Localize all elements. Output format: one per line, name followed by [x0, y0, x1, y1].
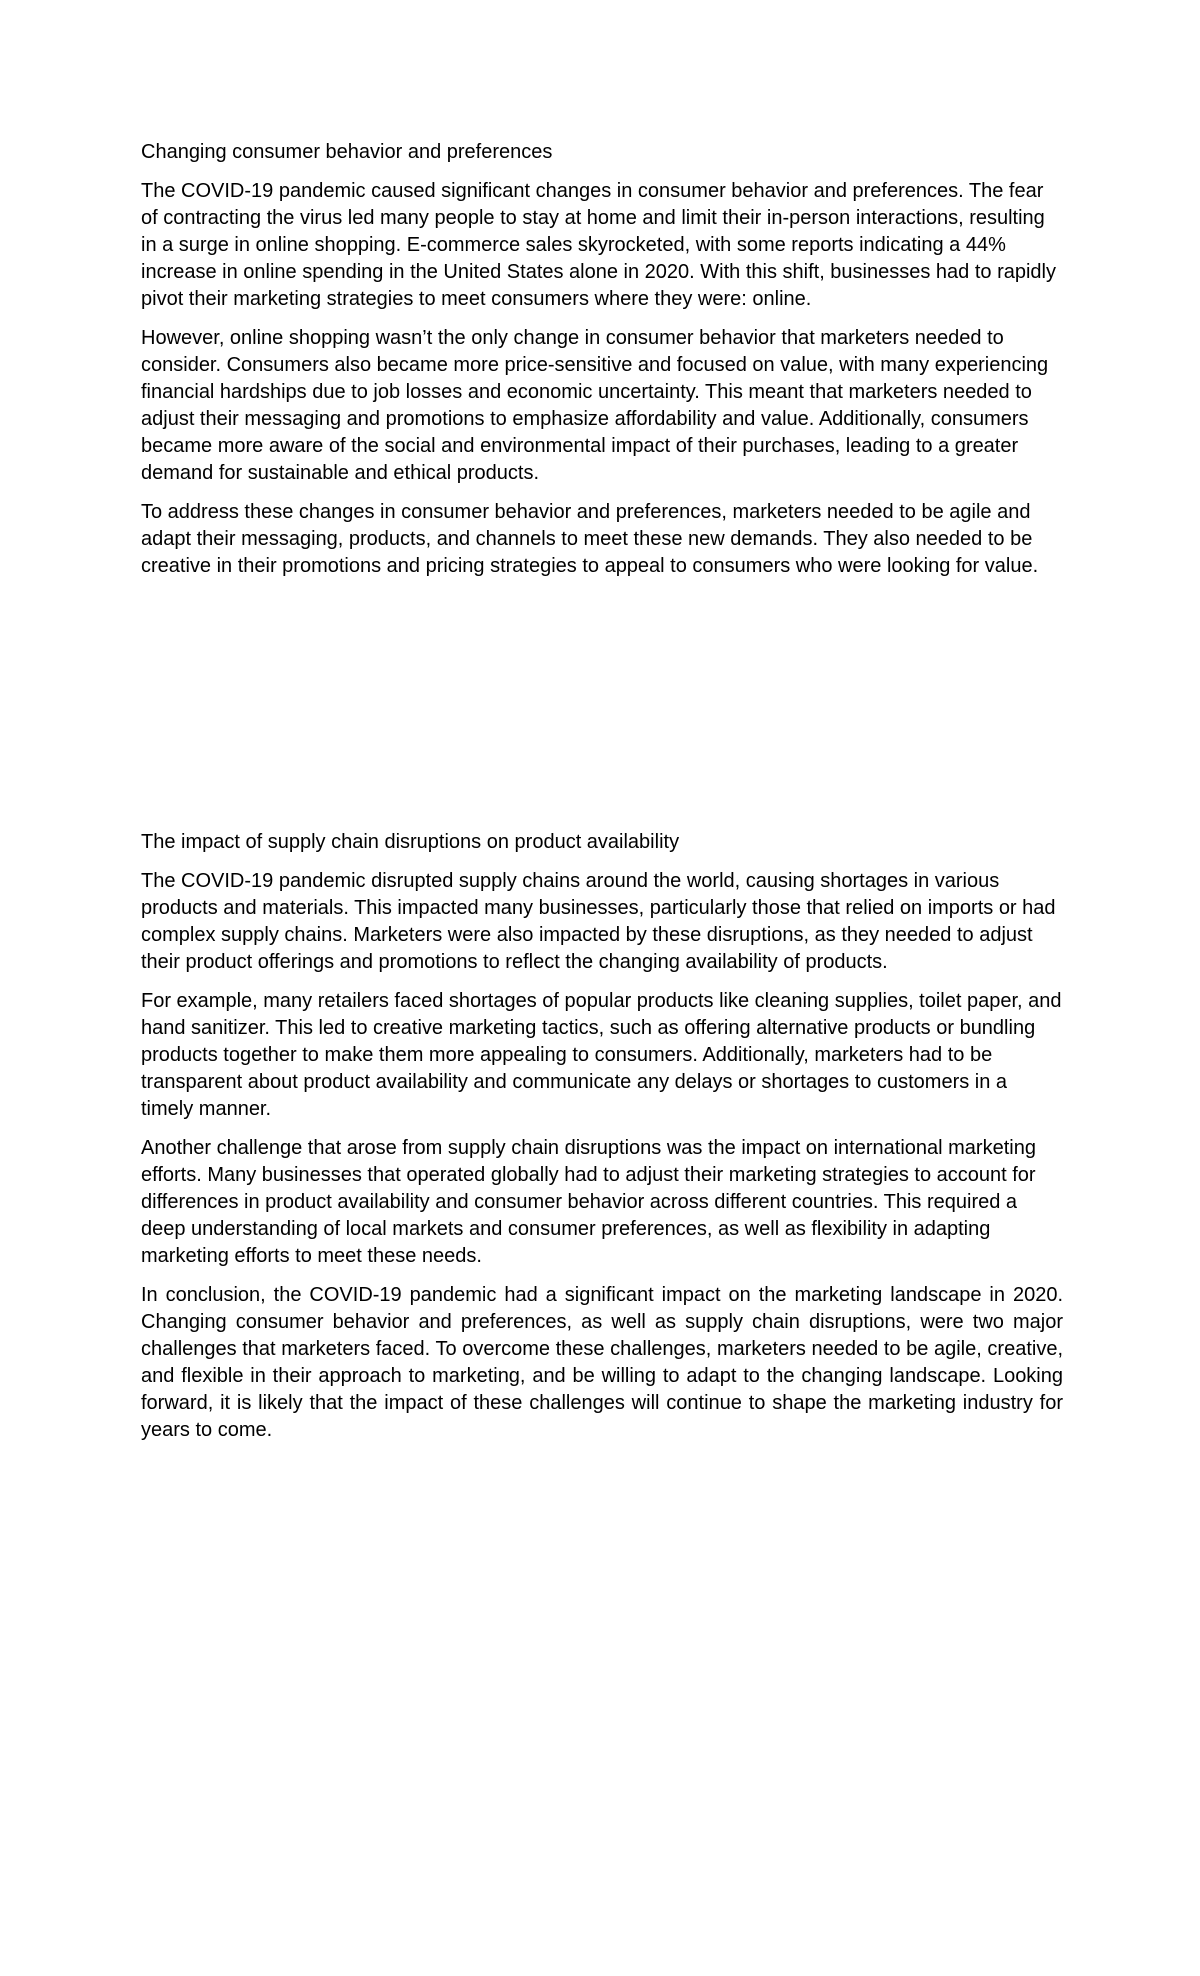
paragraph: To address these changes in consumer behavior and preferences, marketers needed to be agile and adapt their messaging, products, and channels to meet these new demands. They also needed to be creative in their promotions and pricing strategies to appeal to consumers who were looking for value. — [141, 501, 1039, 577]
section-consumer-behavior — [141, 139, 1063, 592]
paragraph: The COVID-19 pandemic caused significant changes in consumer behavior and preferences. The fear of contracting the virus led many people to stay at home and limit their in-person interactions, resulting in a surge in online shopping. E-commerce sales skyrocketed, with some reports indicating a 44% increase in online spending in the United States alone in 2020. With this shift, businesses had to rapidly pivot their marketing strategies to meet consumers where they were: online. — [141, 180, 1056, 310]
paragraph: However, online shopping wasn’t the only change in consumer behavior that marketers needed to consider. Consumers also became more price-sensitive and focused on value, with many experiencing financial hardships due to job losses and economic uncertainty. This meant that marketers needed to adjust their messaging and promotions to emphasize affordability and value. Additionally, consumers became more aware of the social and environmental impact of their purchases, leading to a greater demand for sustainable and ethical products. — [141, 327, 1049, 484]
conclusion-paragraph: In conclusion, the COVID-19 pandemic had a significant impact on the marketing landscape in 2020. Changing consumer behavior and preferences, as well as supply chain disruptions, were two major challenges that marketers faced. To overcome these challenges, marketers needed to be agile, creative, and flexible in their approach to marketing, and be willing to adapt to the changing landscape. Looking forward, it is likely that the impact of these challenges will continue to shape the marketing industry for years to come. — [141, 1284, 1063, 1441]
section-heading: Changing consumer behavior and preferences — [141, 141, 553, 163]
paragraph: For example, many retailers faced shortages of popular products like cleaning supplies, toilet paper, and hand sanitizer. This led to creative marketing tactics, such as offering alternative products or bundling products together to make them more appealing to consumers. Additionally, marketers had to be transparent about product availability and communicate any delays or shortages to customers in a timely manner. — [141, 990, 1062, 1120]
section-supply-chain — [141, 829, 1063, 1456]
section-heading: The impact of supply chain disruptions on product availability — [141, 831, 680, 853]
paragraph: The COVID-19 pandemic disrupted supply chains around the world, causing shortages in various products and materials. This impacted many businesses, particularly those that relied on imports or had complex supply chains. Marketers were also impacted by these disruptions, as they needed to adjust their product offerings and promotions to reflect the changing availability of products. — [141, 870, 1056, 973]
paragraph: Another challenge that arose from supply chain disruptions was the impact on international marketing efforts. Many businesses that operated globally had to adjust their marketing strategies to account for differences in product availability and consumer behavior across different countries. This required a deep understanding of local markets and consumer preferences, as well as flexibility in adapting marketing efforts to meet these needs. — [141, 1137, 1036, 1267]
